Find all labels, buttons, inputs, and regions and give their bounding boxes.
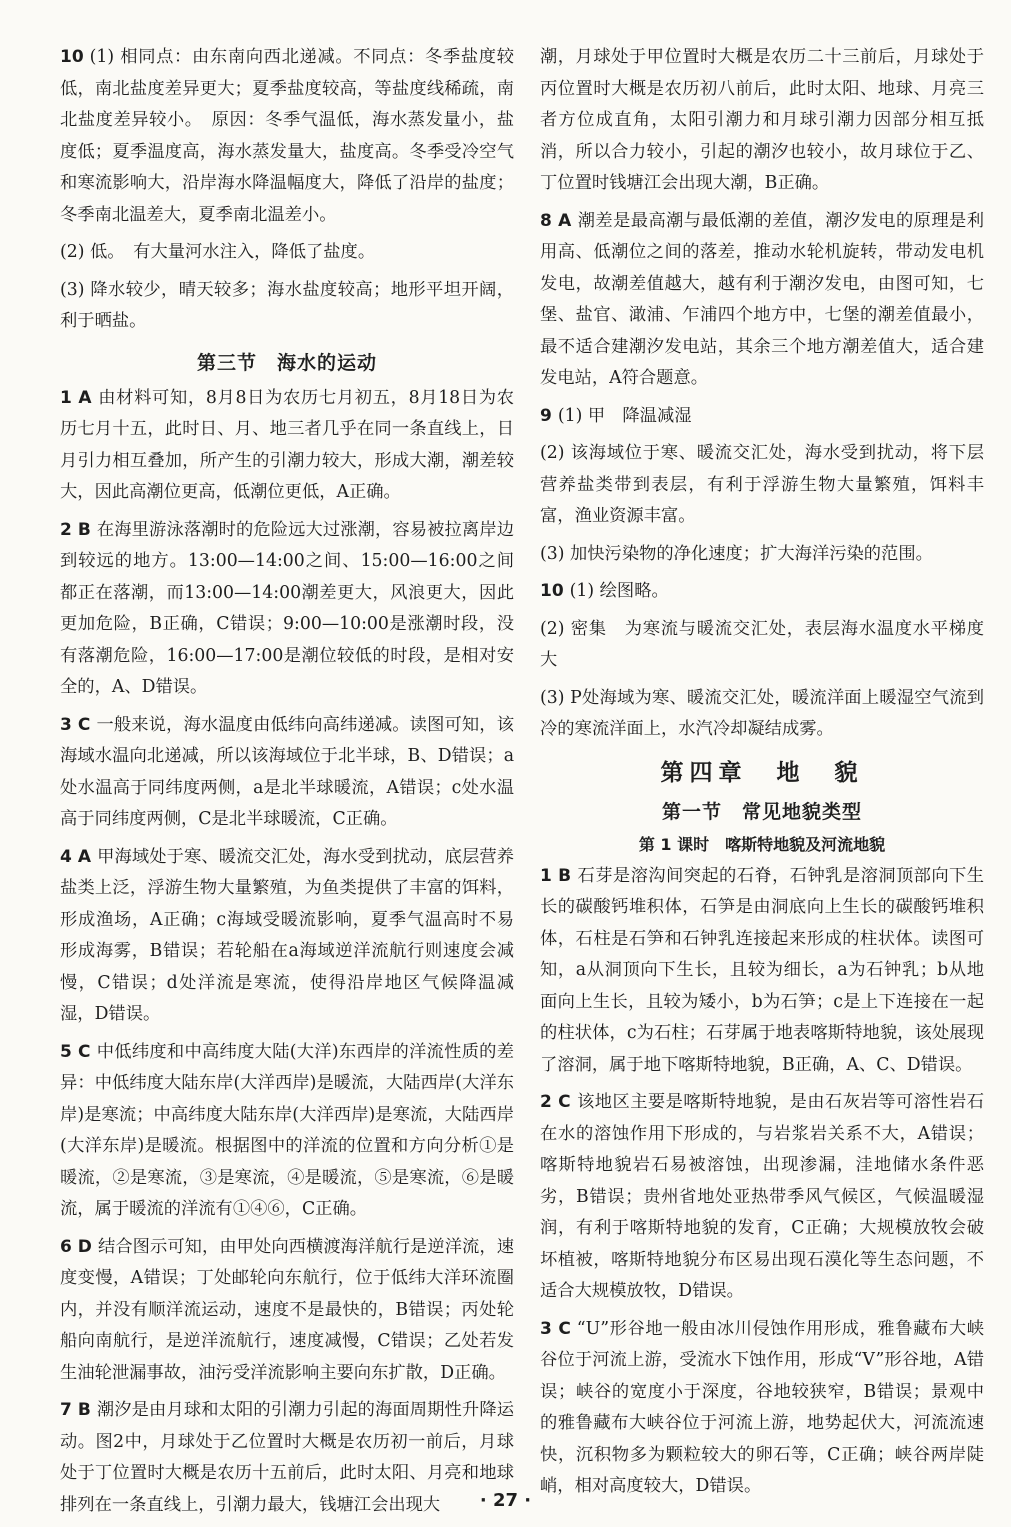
answer-9-part2: (2) 该海域位于寒、暖流交汇处，海水受到扰动，将下层营养盐类带到表层，有利于浮游生物大量繁殖，饵料丰富，渔业资源丰富。 [540,443,984,526]
section-title: 第一节 常见地貌类型 [661,800,862,823]
question-number: 10 [60,47,84,67]
answer-3: 3 C “U”形谷地一般由冰川侵蚀作用形成，雅鲁藏布大峡谷位于河流上游，受流水下蚀作用，形成“V”形谷地，A错误；峡谷的宽度小于深度，谷地较狭窄，B错误；景观中的雅鲁藏布大峡谷位于河流上游，地势起伏大，河流流速快，沉积物多为颗粒较大的卵石等，C正确；峡谷两岸陡峭，相对高度较大，D错误。 [540,1318,984,1496]
right-column [540,42,984,1509]
question-number: 2 C [540,1092,571,1112]
answer-8: 8 A 潮差是最高潮与最低潮的差值，潮汐发电的原理是利用高、低潮位之间的落差，推动水轮机旋转，带动发电机发电，故潮差值越大，越有利于潮汐发电，由图可知，七堡、盐官、澉浦、乍浦四个地方中，七堡的潮差值最小，最不适合建潮汐发电站，其余三个地方潮差值大，适合建发电站，A符合题意。 [540,210,984,388]
question-number: 6 D [60,1236,92,1257]
answer-6: 6 D 结合图示可知，由甲处向西横渡海洋航行是逆洋流，速度变慢，A错误；丁处邮轮向东航行，位于低纬大洋环流圈内，并没有顺洋流运动，速度不是最快的，B错误；丙处轮船向南航行，是逆洋流航行，速度减慢，C错误；乙处若发生油轮泄漏事故，油污受洋流影响主要向东扩散，D正确。 [60,1236,514,1383]
answer-7: 7 B 潮汐是由月球和太阳的引潮力引起的海面周期性升降运动。图2中，月球处于乙位置时大概是农历初一前后，月球处于丁位置时大概是农历十五前后，此时太阳、月亮和地球排列在一条直线上，引潮力最大，钱塘江会出现大 [60,1400,514,1515]
answer-3: 3 C 一般来说，海水温度由低纬向高纬递减。读图可知，该海域水温向北递减，所以该海域位于北半球，B、D错误；a处水温高于同纬度两侧，a是北半球暖流，A错误；c处水温高于同纬度两侧，C是北半球暖流，C正确。 [60,714,514,829]
question-number: 9 [540,405,552,426]
question-number: 7 B [60,1400,91,1420]
answer-10-part1: 10 (1) 绘图略。 [540,581,669,601]
left-column [60,42,514,1527]
lesson-title: 第 1 课时 喀斯特地貌及河流地貌 [638,834,886,854]
answer-2: 2 B 在海里游泳落潮时的危险远大过涨潮，容易被拉离岸边到较远的地方。13:00—14:00之间、15:00—16:00之间都正在落潮，而13:00—14:00潮差更大，风浪更大，因此更加危险，B正确，C错误；9:00—10:00是涨潮时段，没有落潮危险，16:00—17:00是潮位较低的时段，是相对安全的，A、D错误。 [60,519,514,697]
answer-10-part1: 10 (1) 相同点：由东南向西北递减。不同点：冬季盐度较低，南北盐度差异更大；夏季盐度较高，等盐度线稀疏，南北盐度差异较小。 原因：冬季气温低，海水蒸发量小，盐度低；夏季温度高，海水蒸发量大，盐度高。冬季受冷空气和寒流影响大，沿岸海水降温幅度大，降低了沿岸的盐度；冬季南北温差大，夏季南北温差小。 [60,47,514,225]
answer-1: 1 B 石芽是溶沟间突起的石脊，石钟乳是溶洞顶部向下生长的碳酸钙堆积体，石笋是由洞底向上生长的碳酸钙堆积体，石柱是石笋和石钟乳连接起来形成的柱状体。读图可知，a从洞顶向下生长，且较为细长，a为石钟乳；b从地面向上生长，且较为矮小，b为石笋；c是上下连接在一起的柱状体，c为石柱；石芽属于地表喀斯特地貌，该处展现了溶洞，属于地下喀斯特地貌，B正确，A、C、D错误。 [540,865,984,1075]
question-number: 3 C [60,714,91,735]
answer-1: 1 A 由材料可知，8月8日为农历七月初五，8月18日为农历七月十五，此时日、月、地三者几乎在同一条直线上，日月引力相互叠加，所产生的引潮力较大，形成大潮，潮差较大，因此高潮位更高，低潮位更低，A正确。 [60,387,515,502]
answer-2: 2 C 该地区主要是喀斯特地貌，是由石灰岩等可溶性岩石在水的溶蚀作用下形成的，与岩浆岩关系不大，A错误；喀斯特地貌岩石易被溶蚀，出现渗漏，洼地储水条件恶劣，B错误；贵州省地处亚热带季风气候区，气候温暖湿润，有利于喀斯特地貌的发育，C正确；大规模放牧会破坏植被，喀斯特地貌分布区易出现石漠化等生态问题，不适合大规模放牧，D错误。 [540,1092,984,1301]
question-number: 10 [540,581,564,601]
answer-5: 5 C 中低纬度和中高纬度大陆(大洋)东西岸的洋流性质的差异：中低纬度大陆东岸(大洋西岸)是暖流，大陆西岸(大洋东岸)是寒流；中高纬度大陆东岸(大洋西岸)是寒流，大陆西岸(大洋东岸)是暖流。根据图中的洋流的位置和方向分析①是暖流，②是寒流，③是寒流，④是暖流，⑤是寒流，⑥是暖流，属于暖流的洋流有①④⑥，C正确。 [60,1041,514,1219]
answer-4: 4 A 甲海域处于寒、暖流交汇处，海水受到扰动，底层营养盐类上泛，浮游生物大量繁殖，为鱼类提供了丰富的饵料，形成渔场，A正确；c海域受暖流影响，夏季气温高时不易形成海雾，B错误；若轮船在a海域逆洋流航行则速度会减慢，C错误；d处洋流是寒流，使得沿岸地区气候降温减湿，D错误。 [60,846,514,1024]
question-number: 8 A [540,210,572,231]
answer-10-part2: (2) 密集 为寒流与暖流交汇处，表层海水温度水平梯度大 [540,618,984,670]
page-number: · 27 · [479,1490,532,1511]
question-number: 1 B [540,865,572,886]
answer-7-continued: 潮，月球处于甲位置时大概是农历二十三前后，月球处于丙位置时大概是农历初八前后，此时太阳、地球、月亮三者方位成直角，太阳引潮力和月球引潮力因部分相互抵消，所以合力较小，引起的潮汐也较小，故月球位于乙、丁位置时钱塘江会出现大潮，B正确。 [540,47,984,193]
question-number: 5 C [60,1041,91,1062]
answer-10-part2: (2) 低。 有大量河水注入，降低了盐度。 [60,242,376,262]
answer-10-part3: (3) 降水较少，晴天较多；海水盐度较高；地形平坦开阔，利于晒盐。 [60,279,514,331]
answer-10-part3: (3) P处海域为寒、暖流交汇处，暖流洋面上暖湿空气流到冷的寒流洋面上，水汽冷却凝结成雾。 [540,687,984,739]
question-number: 1 A [60,387,92,408]
section-title: 第三节 海水的运动 [196,351,377,374]
answer-9-part3: (3) 加快污染物的净化速度；扩大海洋污染的范围。 [540,543,933,564]
question-number: 4 A [60,846,91,867]
chapter-title: 第四章 地 貌 [660,759,864,786]
question-number: 2 B [60,519,91,540]
answer-9-part1: 9 (1) 甲 降温减湿 [540,405,692,426]
question-number: 3 C [540,1318,571,1339]
